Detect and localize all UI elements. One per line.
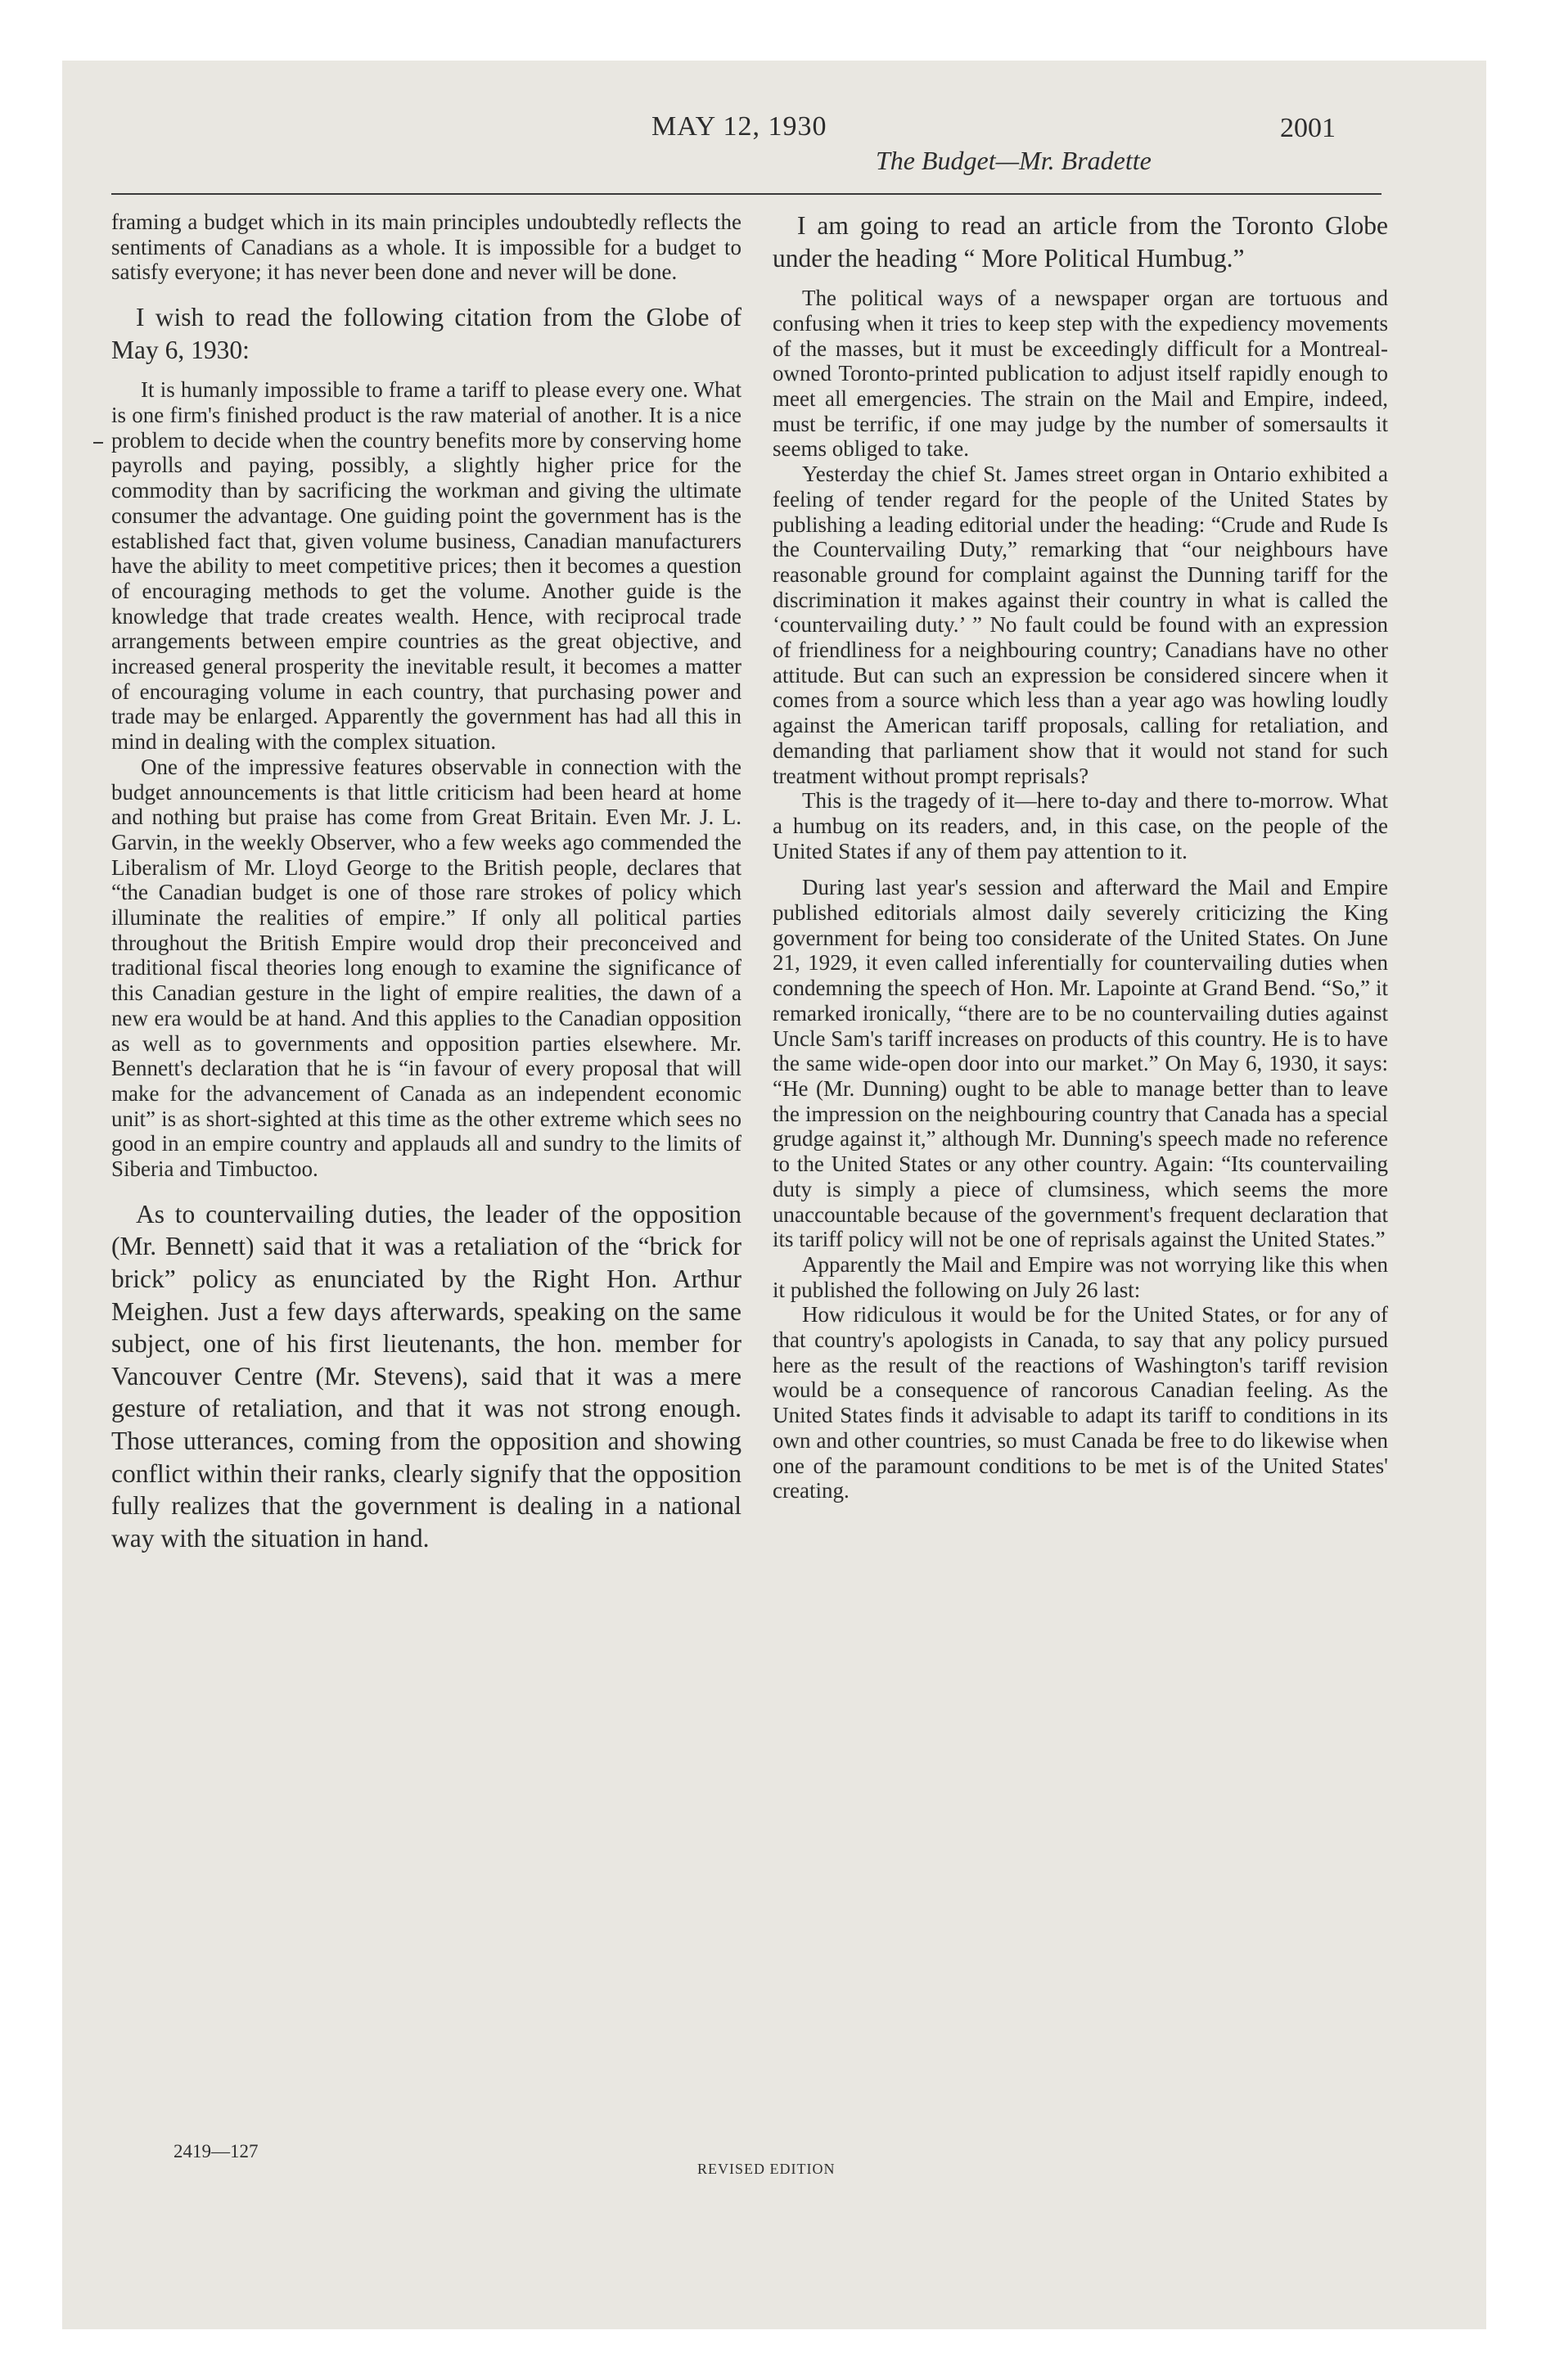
job-number: 2419—127 [174, 2141, 259, 2161]
paragraph: As to countervailing duties, the leader of the opposition (Mr. Bennett) said that it was a retaliation of the “brick for brick” policy as enunciated by the Right Hon. Arthur Meighen. Just a few days afterwards, speaking on the same subject, one of his first lieutenants, the hon. member for Vancouver Centre (Mr. Stevens), said that it was a mere gesture of retaliation, and that it was not strong enough. Those utterances, coming from the opposition and showing conflict within their ranks, clearly signify that the opposition fully realizes that the government is dealing in a national way with the situation in hand. [111, 1199, 741, 1553]
paragraph: This is the tragedy of it—here to-day and there to-morrow. What a humbug on its readers, and, in this case, on the people of the United States if any of them pay attention to it. [773, 788, 1388, 863]
paragraph: I am going to read an article from the Toronto Globe under the heading “ More Political Humbug.” [773, 211, 1388, 273]
quotation: It is humanly impossible to frame a tariff to please every one. What is one firm's finished product is the raw material of another. It is a nice problem to decide when the country benefits more by conserving home payrolls and paying, possibly, a slightly higher price for the commodity than by sacrificing the workman and giving the ultimate consumer the advantage. One guiding point the government has is the established fact that, given volume business, Canadian manufacturers have the ability to meet competitive prices; then it becomes a question of encouraging methods to get the volume. Another guide is the knowledge that trade creates wealth. Hence, with reciprocal trade arrangements between empire countries as the great objective, and increased general prosperity the inevitable result, it becomes a matter of encouraging volume in each country, that purchasing power and trade may be enlarged. Apparently the government has had all this in mind in dealing with the complex situation. [111, 377, 741, 755]
margin-mark [93, 442, 103, 444]
paragraph: I wish to read the following citation from the Globe of May 6, 1930: [111, 303, 741, 364]
header-date: MAY 12, 1930 [651, 111, 827, 142]
paragraph: framing a budget which in its main principles undoubtedly reflects the sentiments of Canadians as a whole. It is impossible for a budget to satisfy everyone; it has never been done and never will be done. [111, 210, 741, 285]
page-number: 2001 [1280, 113, 1336, 143]
left-column [111, 210, 741, 1554]
paragraph: The political ways of a newspaper organ are tortuous and confusing when it tries to keep step with the expediency movements of the masses, but it must be exceedingly difficult for a Montreal-owned Toronto-printed publication to adjust itself rapidly enough to meet all emergencies. The strain on the Mail and Empire, indeed, must be terrific, if one may judge by the number of somersaults it seems obliged to take. [773, 286, 1388, 462]
header-rule [111, 193, 1381, 195]
paragraph: During last year's session and afterward the Mail and Empire published editorials almost daily severely criticizing the King government for being too considerate of the United States. On June 21, 1929, it even called inferentially for countervailing duties when condemning the speech of Hon. Mr. Lapointe at Grand Bend. “So,” it remarked ironically, “there are to be no countervailing duties against Uncle Sam's tariff increases on products of this country. He is to have the same wide-open door into our market.” On May 6, 1930, it says: “He (Mr. Dunning) ought to be able to manage better than to leave the impression on the neighbouring country that Canada has a special grudge against it,” although Mr. Dunning's speech made no reference to the United States or any other country. Again: “Its countervailing duty is simply a piece of clumsiness, which seems the more unaccountable because of the government's frequent declaration that its tariff policy will not be one of reprisals against the United States.” [773, 875, 1388, 1252]
right-column [773, 210, 1388, 1503]
paragraph: Yesterday the chief St. James street organ in Ontario exhibited a feeling of tender regard for the people of the United States by publishing a leading editorial under the heading: “Crude and Rude Is the Countervailing Duty,” remarking that “our neighbours have reasonable ground for complaint against the Dunning tariff for the discrimination it makes against their country in what is called the ‘countervailing duty.’ ” No fault could be found with an expression of friendliness for a neighbouring country; Canadians have no other attitude. But can such an expression be considered sincere when it comes from a source which less than a year ago was howling loudly against the American tariff proposals, calling for retaliation, and demanding that parliament show that it would not stand for such treatment without prompt reprisals? [773, 462, 1388, 788]
quotation: How ridiculous it would be for the United States, or for any of that country's apologists in Canada, to say that any policy pursued here as the result of the reactions of Washington's tariff revision would be a consequence of rancorous Canadian feeling. As the United States finds it advisable to adapt its tariff to conditions in its own and other countries, so must Canada be free to do likewise when one of the paramount conditions to be met is of the United States' creating. [773, 1302, 1388, 1503]
header-subject: The Budget—Mr. Bradette [876, 146, 1152, 175]
paragraph: Apparently the Mail and Empire was not worrying like this when it published the following on July 26 last: [773, 1251, 1388, 1302]
edition-label: REVISED EDITION [697, 2161, 836, 2177]
paragraph: One of the impressive features observable in connection with the budget announcements is that little criticism had been heard at home and nothing but praise has come from Great Britain. Even Mr. J. L. Garvin, in the weekly Observer, who a few weeks ago commended the Liberalism of Mr. Lloyd George to the British people, declares that “the Canadian budget is one of those rare strokes of policy which illuminate the realities of empire.” If only all political parties throughout the British Empire would drop their preconceived and traditional fiscal theories long enough to examine the significance of this Canadian gesture in the light of empire realities, the dawn of a new era would be at hand. And this applies to the Canadian opposition as well as to governments and opposition parties elsewhere. Mr. Bennett's declaration that he is “in favour of every proposal that will make for the advancement of Canada as an independent economic unit” is as short-sighted at this time as the other extreme which sees no good in an empire country and applauds all and sundry to the limits of Siberia and Timbuctoo. [111, 754, 741, 1182]
